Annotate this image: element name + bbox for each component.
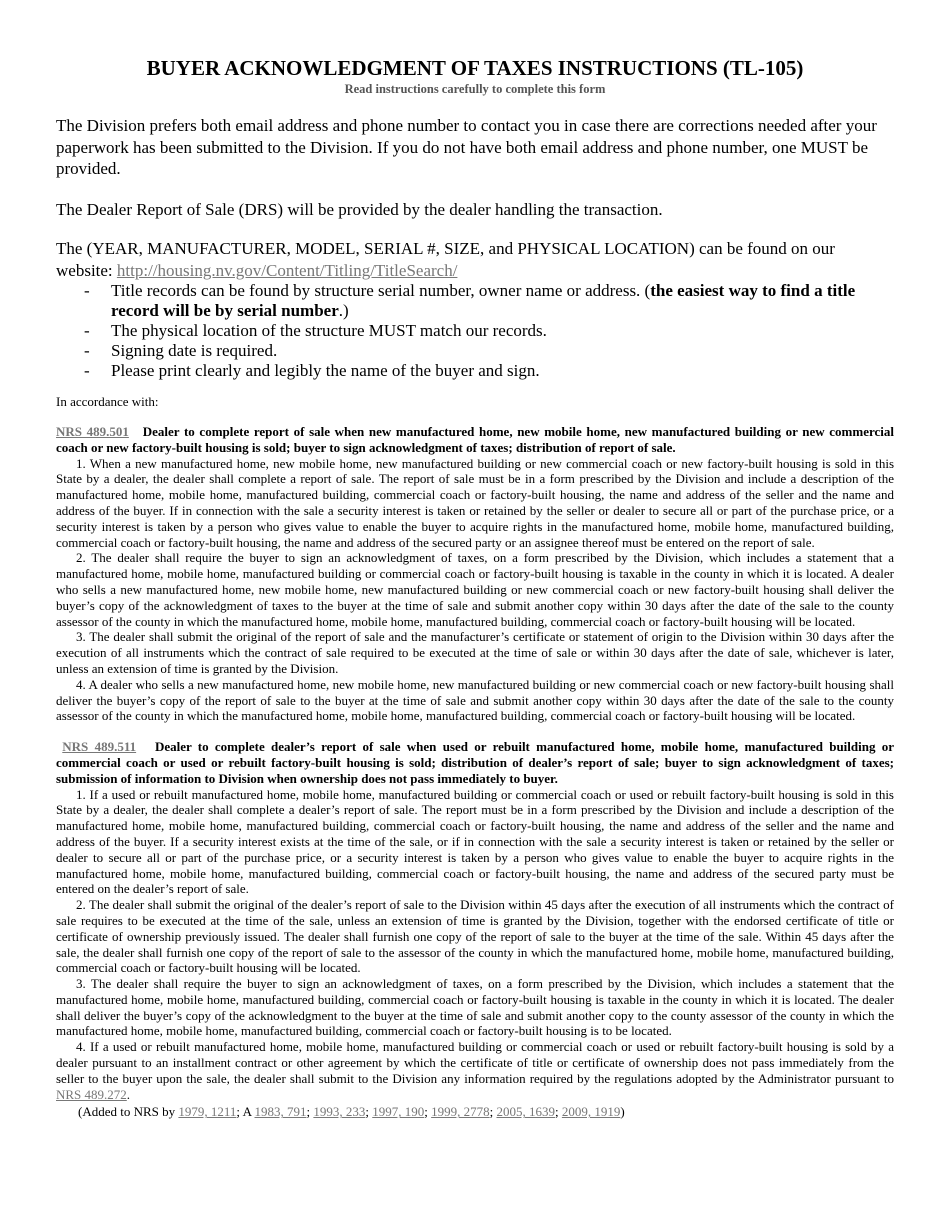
- list-item-text: Signing date is required.: [111, 341, 278, 360]
- nrs-489-501-link[interactable]: NRS 489.501: [56, 424, 129, 439]
- intro-contact-paragraph: The Division prefers both email address and phone number to contact you in case there are corrections needed after your paperwork has been submitted to the Division. If you do not have both email address and phone number, one MUST be provided.: [56, 116, 877, 178]
- statute-nrs-489-511: [56, 739, 894, 1102]
- legislative-history: [56, 1104, 894, 1120]
- statute-nrs-489-501: [56, 424, 894, 724]
- bullet-dash: -: [84, 361, 90, 380]
- history-link[interactable]: 2005, 1639: [496, 1104, 555, 1120]
- list-item: [84, 321, 894, 341]
- history-prefix: (Added to NRS by: [78, 1104, 179, 1120]
- instruction-list: [56, 281, 894, 381]
- statute-heading: [56, 739, 894, 786]
- history-link[interactable]: 1983, 791: [254, 1104, 307, 1120]
- list-item: [84, 341, 894, 361]
- page-title: BUYER ACKNOWLEDGMENT OF TAXES INSTRUCTIONS (TL-105): [146, 56, 804, 80]
- list-item: [84, 361, 894, 381]
- title-search-link[interactable]: http://housing.nv.gov/Content/Titling/TitleSearch/: [116, 260, 458, 280]
- page-subtitle: Read instructions carefully to complete this form: [344, 82, 606, 96]
- history-separator: ;: [424, 1104, 432, 1120]
- statute-paragraph: 4. A dealer who sells a new manufactured home, new mobile home, new manufactured building or new commercial coach or new factory-built housing shall deliver the buyer’s copy of the report of sale to the buyer at the time of sale and submit another copy within 30 days after the date of the sale to the county assessor of the county in which the manufactured home, mobile home, manufactured building, commercial coach or factory-built housing will be located.: [56, 676, 894, 724]
- history-separator: ;: [489, 1104, 497, 1120]
- bullet-dash: -: [84, 321, 90, 340]
- history-link[interactable]: 1997, 190: [372, 1104, 425, 1120]
- nrs-489-272-link[interactable]: NRS 489.272: [56, 1086, 127, 1102]
- statute-heading-text: Dealer to complete report of sale when new manufactured home, new mobile home, new manufactured building or new commercial coach or new factory-built housing is sold; buyer to sign acknowledgment of taxes; distribution of report of sale.: [56, 424, 894, 455]
- intro-website-paragraph: [56, 238, 894, 281]
- accordance-label: In accordance with:: [56, 394, 159, 409]
- history-separator: ;: [555, 1104, 562, 1120]
- history-link[interactable]: 1993, 233: [313, 1104, 366, 1120]
- list-item: [84, 281, 894, 321]
- bullet-dash: -: [84, 281, 90, 300]
- nrs-489-511-link[interactable]: NRS 489.511: [62, 739, 137, 755]
- list-item-text: Please print clearly and legibly the name of the buyer and sign.: [111, 361, 540, 380]
- statute-paragraph: 2. The dealer shall submit the original of the dealer’s report of sale to the Division within 45 days after the execution of all instruments which the contract of sale requires to be executed at the time of the sale, unless an extension of time is granted by the Division, together with the endorsed certificate of title or certificate of ownership previously issued. The dealer shall furnish one copy of the report of sale to the buyer at the time of the sale. Within 45 days after the sale, the dealer shall furnish one copy of the report of sale to the assessor of the county in which the manufactured home, mobile home, manufactured building, commercial coach or factory-built housing will be located.: [56, 897, 894, 976]
- statute-paragraph-text: 4. If a used or rebuilt manufactured home, mobile home, manufactured building or commercial coach or used or rebuilt factory-built housing is sold by a dealer pursuant to an installment contract or other agreement by which the certificate of title or certificate of ownership does not pass immediately from the seller to the buyer upon the sale, the dealer shall submit to the Division any information required by the regulations adopted by the Administrator pursuant to: [56, 1039, 894, 1086]
- intro-website-text: The (YEAR, MANUFACTURER, MODEL, SERIAL #, SIZE, and PHYSICAL LOCATION) can be found on our website:: [56, 239, 835, 280]
- statute-paragraph: 3. The dealer shall require the buyer to sign an acknowledgment of taxes, on a form prescribed by the Division, which includes a statement that the manufactured home, mobile home, manufactured building, commercial coach or factory-built housing is taxable in the county in which it is located. The dealer shall deliver the buyer’s copy of the acknowledgment to the buyer at the time of sale and submit another copy to the county assessor of the county in which the manufactured home, mobile home, manufactured building, commercial coach or factory-built housing is to be located.: [56, 976, 894, 1039]
- statute-paragraph: 1. If a used or rebuilt manufactured home, mobile home, manufactured building or commercial coach or used or rebuilt factory-built housing is sold in this State by a dealer, the dealer shall complete a dealer’s report of sale. The report must be in a form prescribed by the Division and include a description of the manufactured home, mobile home, manufactured building, commercial coach or factory-built housing, the name and address of the seller and the name and address of the buyer. If a security interest exists at the time of the sale, or if in connection with the sale a security interest is taken or retained by the seller or dealer to secure all or part of the purchase price, or a security interest is taken by a person who gives value to enable the buyer to acquire rights in the manufactured home, mobile home, manufactured building, commercial coach or factory-built housing, the name and address of the secured party must be entered on the dealer’s report of sale.: [56, 786, 894, 897]
- history-link[interactable]: 1999, 2778: [431, 1104, 490, 1120]
- intro-drs-paragraph: The Dealer Report of Sale (DRS) will be provided by the dealer handling the transaction.: [56, 199, 663, 219]
- statute-paragraph: 2. The dealer shall require the buyer to sign an acknowledgment of taxes, on a form prescribed by the Division, which includes a statement that a manufactured home, mobile home, manufactured building or commercial coach or factory-built housing is taxable in the county in which it is located. A dealer who sells a new manufactured home, new mobile home, new manufactured building or new commercial coach or new factory-built housing shall deliver the buyer’s copy of the acknowledgment of taxes to the buyer at the time of sale and submit another copy within 30 days after the date of the sale to the county assessor of the county in which the manufactured home, mobile home, manufactured building, commercial coach or factory-built housing will be located.: [56, 550, 894, 629]
- statute-paragraph: 1. When a new manufactured home, new mobile home, new manufactured building or new commercial coach or new factory-built housing is sold in this State by a dealer, the dealer shall complete a report of sale. The report of sale must be in a form prescribed by the Division and include a description of the manufactured home, mobile home, manufactured building, commercial coach or factory-built housing, the name and address of the seller and the name and address of the buyer. If in connection with the sale a security interest is taken or retained by the seller or dealer to secure all or part of the purchase price, or a security interest is taken by a person who gives value to enable the buyer to acquire rights in the manufactured home, mobile home, manufactured building, commercial coach or factory-built housing, the name and address of the secured party or an assignee thereof must be entered on the report of sale.: [56, 455, 894, 550]
- history-link[interactable]: 2009, 1919: [561, 1104, 621, 1120]
- history-separator: ; A: [236, 1104, 255, 1120]
- bullet-dash: -: [84, 341, 90, 360]
- history-separator: ;: [306, 1104, 314, 1120]
- history-link[interactable]: 1979, 1211: [178, 1104, 237, 1120]
- history-separator: ;: [365, 1104, 373, 1120]
- statute-heading-text: Dealer to complete dealer’s report of sale when used or rebuilt manufactured home, mobile home, manufactured building or commercial coach or used or rebuilt factory-built housing is sold; distribution of dealer’s report of sale; buyer to sign acknowledgment of taxes; submission of information to Division when ownership does not pass immediately to buyer.: [56, 739, 895, 786]
- statute-paragraph-end: .: [126, 1086, 131, 1102]
- list-item-text-end: .): [338, 301, 349, 320]
- list-item-text: The physical location of the structure MUST match our records.: [111, 321, 547, 340]
- history-suffix: ): [620, 1104, 625, 1120]
- statute-heading: [56, 424, 894, 456]
- statute-paragraph: [56, 1039, 894, 1102]
- list-item-text: Title records can be found by structure serial number, owner name or address. (: [111, 281, 651, 300]
- list-item-emphasis: the easiest way to find a title record will be by serial number: [111, 281, 856, 320]
- statute-paragraph: 3. The dealer shall submit the original of the report of sale and the manufacturer’s certificate or statement of origin to the Division within 30 days after the execution of all instruments which the contract of sale required to be executed at the time of sale or within 30 days after the date of sale, whichever is later, unless an extension of time is granted by the Division.: [56, 629, 894, 676]
